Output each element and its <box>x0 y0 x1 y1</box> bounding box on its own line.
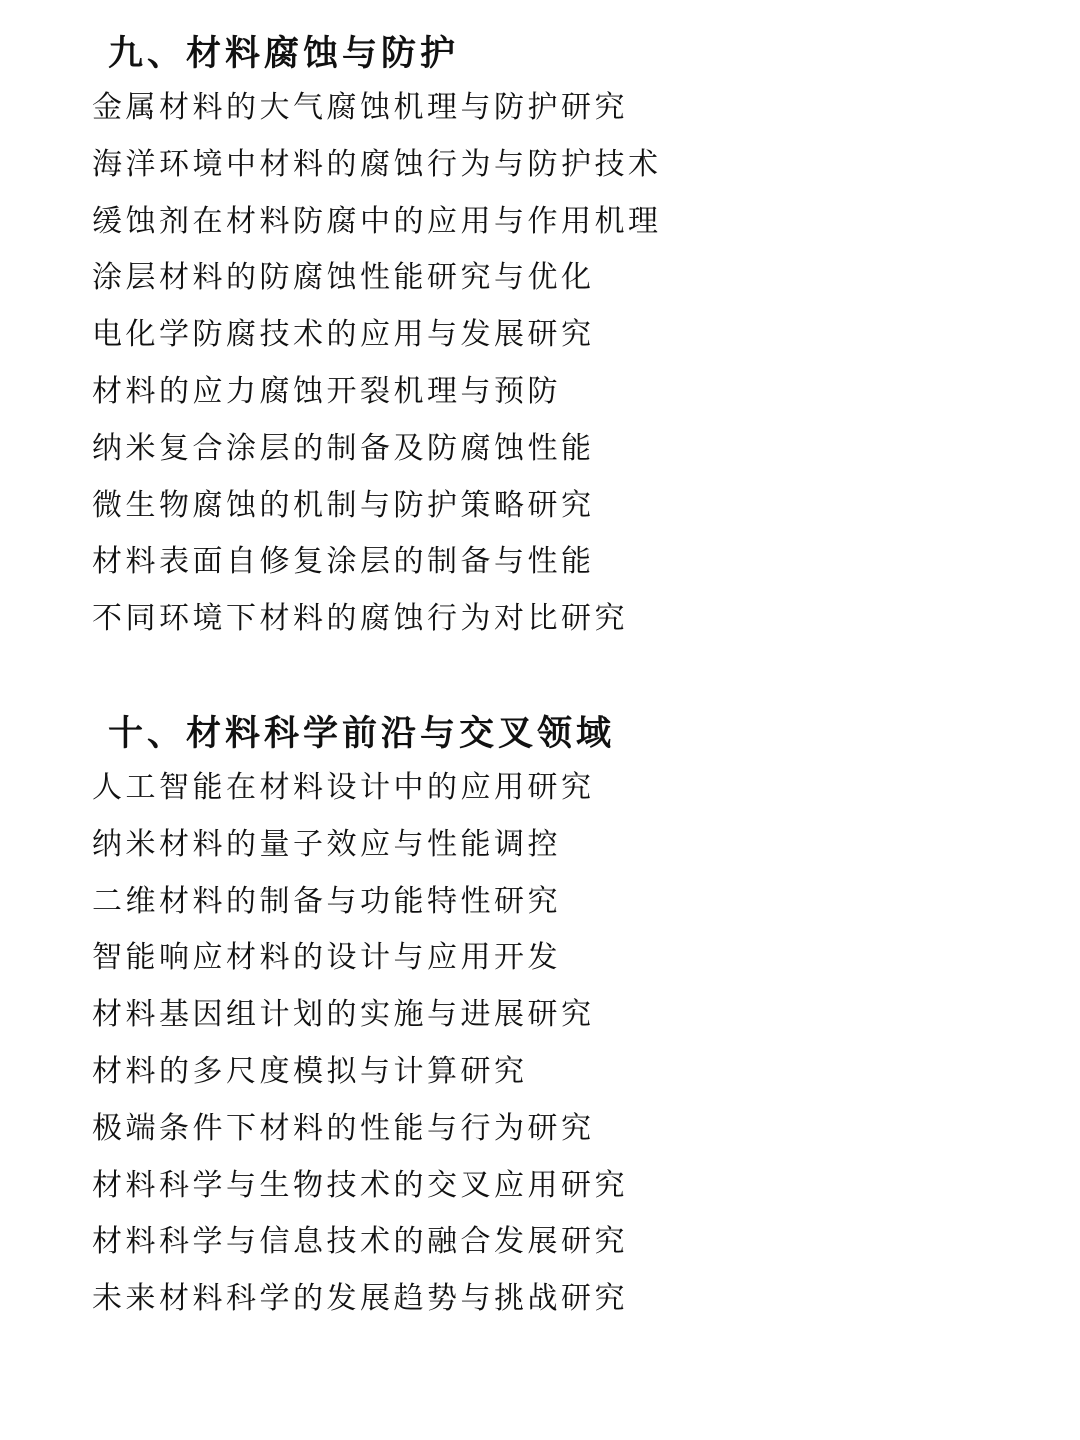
topic-item: 涂层材料的防腐蚀性能研究与优化 <box>92 260 595 296</box>
topic-item: 智能响应材料的设计与应用开发 <box>92 940 561 976</box>
topic-item: 纳米复合涂层的制备及防腐蚀性能 <box>92 430 595 466</box>
topic-item: 材料的应力腐蚀开裂机理与预防 <box>92 373 561 409</box>
topic-item: 人工智能在材料设计中的应用研究 <box>92 770 595 805</box>
topic-item: 材料科学与生物技术的交叉应用研究 <box>92 1167 628 1203</box>
topic-list <box>0 760 1080 1328</box>
topic-list <box>0 80 1080 648</box>
topic-item: 电化学防腐技术的应用与发展研究 <box>92 317 595 353</box>
topic-item: 材料科学与信息技术的融合发展研究 <box>92 1224 628 1260</box>
topic-item: 微生物腐蚀的机制与防护策略研究 <box>92 487 595 523</box>
topic-item: 材料表面自修复涂层的制备与性能 <box>92 544 595 580</box>
topic-item: 缓蚀剂在材料防腐中的应用与作用机理 <box>92 203 662 239</box>
section-frontier-interdisciplinary <box>0 708 1080 1328</box>
topic-item: 未来材料科学的发展趋势与挑战研究 <box>92 1281 628 1317</box>
section-corrosion-protection <box>0 28 1080 648</box>
topic-item: 纳米材料的量子效应与性能调控 <box>92 826 561 862</box>
topic-item: 材料的多尺度模拟与计算研究 <box>92 1053 528 1089</box>
topic-item: 不同环境下材料的腐蚀行为对比研究 <box>92 601 628 637</box>
topic-item: 二维材料的制备与功能特性研究 <box>92 883 561 919</box>
topic-item: 材料基因组计划的实施与进展研究 <box>92 997 595 1033</box>
section-title: 十、材料科学前沿与交叉领域 <box>108 714 616 754</box>
topic-item: 极端条件下材料的性能与行为研究 <box>92 1110 595 1146</box>
topic-item: 金属材料的大气腐蚀机理与防护研究 <box>92 90 628 125</box>
section-title: 九、材料腐蚀与防护 <box>108 34 460 74</box>
topic-item: 海洋环境中材料的腐蚀行为与防护技术 <box>92 146 662 182</box>
